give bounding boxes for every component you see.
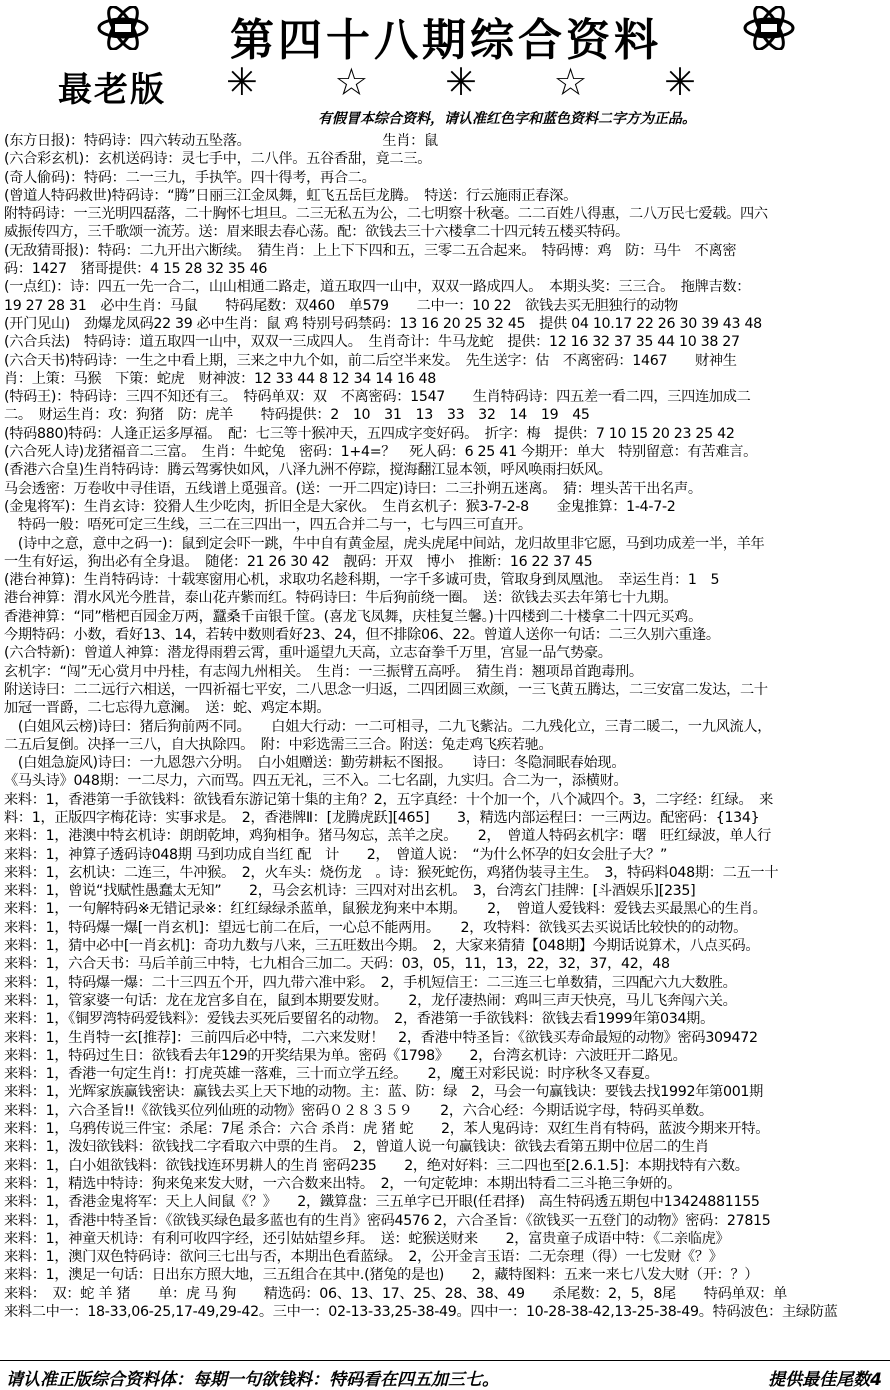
document-body [4, 132, 886, 1358]
text-line: 港台神算：渭水风光今胜昔，泰山花卉紫而红。特码诗曰：牛后狗前绕一圈。 送：欲钱去买去年第七十九期。 [4, 590, 678, 607]
authenticity-notice: 有假冒本综合资料，请认准红色字和蓝色资料二字方为正品。 [318, 111, 696, 127]
text-line: 来料：1，六合圣旨!!《欲钱买位列仙班的动物》密码０２８３５９ 2，六合心经：今期话说字母，特码买单数。 [4, 1102, 713, 1119]
text-line: 威振传四方，三千歌颂一流芳。送：眉来眼去春心荡。配：欲钱去三十六楼拿二十四元转五楼买特码。 [4, 224, 629, 241]
text-line: 来料：1，管家婆一句话：龙在龙宫多自在，鼠到本期要发财。 2，龙仔凄热闹：鸡叫三声天快亮，马儿飞奔闯六关。 [4, 992, 737, 1009]
text-line: 来料：1，香港一句定生肖!：打虎英雄一落难，三十而立学五经。 2，魔王对彩民说：时序秋冬又春夏。 [4, 1066, 659, 1083]
footer [0, 1360, 890, 1389]
outline-star-icon: ☆ [334, 60, 369, 104]
text-line: 来料：1，《铜罗湾特码爱钱料》：爱钱去买死后要留名的动物。 2，香港第一手欲钱料：欲钱去看1999年第034期。 [4, 1011, 714, 1028]
text-line: (白姐急旋风)诗曰：一九恩怨六分明。 白小姐赠送：勤劳耕耘不图报。 诗曰：冬隐洞眠春始现。 [4, 755, 626, 772]
text-line: (六合兵法) 特码诗：道五取四一山中，双双一三成四人。 生肖奇计：牛马龙蛇 提供：12 16 32 37 35 44 10 38 27 [4, 334, 740, 351]
text-line: 来料：1，曾说“找赋性愚蠢太无知” 2，马会玄机诗：三四对对出玄机。 3，台湾玄门挂牌：[斗酒娱乐][235] [4, 883, 696, 900]
text-line: 来料：1，神童天机诗：有利可收四字经，还引姑姑望乡拜。 送：蛇猴送财来 2，富贵童子成语中特：《二亲临虎》 [4, 1230, 730, 1247]
text-line: 来料：1，特码爆一爆[一肖玄机]：望远七前二在后，一心总不能两用。 2，攻特料：欲钱买去买说话比较快的的动物。 [4, 919, 747, 936]
text-line: 二。 财运生肖：攻：狗猪 防：虎羊 特码提供：2 10 31 13 33 32 14 19 45 [4, 407, 590, 424]
text-line: 来料：1，香港中特圣旨：《欲钱买绿色最多蓝也有的生肖》密码4576 2，六合圣旨：《欲钱买一五登门的动物》密码：27815 [4, 1212, 771, 1229]
text-line: 玄机字：“闯”无心赏月中丹桂，有志闯九州相关。 生肖：一三振臂五高呼。 猜生肖：翘项昂首跑毒刑。 [4, 663, 643, 680]
text-line: 特码一般：唔死可定三生线，三二在三四出一，四五合并二与一，七与四三可直开。 [4, 517, 532, 534]
text-line: 来料：1，乌鸦传说三件宝：杀尾：7尾 杀合：六合 杀肖：虎 猪 蛇 2，苯人鬼码诗：双红生肖有特码，蓝波今期来开特。 [4, 1121, 770, 1138]
text-line: (金鬼将军)：生肖玄诗：狡猾人生少吃肉，折旧全是大家伙。 生肖玄机子：猴3-7-2-8 金鬼推算：1-4-7-2 [4, 498, 676, 515]
text-line: (特码880)特码：人逢正运多厚福。 配：七三等十猴冲天，五四成字变好码。 折字：梅 提供：7 10 15 20 23 25 42 [4, 425, 735, 442]
edition-label: 最老版 [58, 70, 166, 110]
text-line: 来料： 双：蛇 羊 猪 单：虎 马 狗 精选码：06、13、17、25、28、38、49 杀尾数：2，5，8尾 特码单双：单 [4, 1285, 788, 1302]
text-line: 来料：1，六合天书：马后羊前三中特，七九相合三加二。天码：03，05，11，13，22，32，37，42，48 [4, 956, 670, 973]
text-line: 二五后复倒。决择一三八，自大执除四。 附：中彩选需三三合。附送：兔走鸡飞疾若驰。 [4, 736, 553, 753]
text-line: 来料：1，光辉家族赢钱密诀：赢钱去买上天下地的动物。主：蓝、防：绿 2，马会一句赢钱诀：要钱去找1992年第001期 [4, 1084, 764, 1101]
atom-logo-icon [96, 6, 150, 50]
text-line: 来料：1，生肖特一玄[推荐]：三前四后必中特，二六来发财！ 2，香港中特圣旨：《欲钱买寿命最短的动物》密码309472 [4, 1029, 758, 1046]
text-line: 肖：上策：马猴 下策：蛇虎 财神波：12 33 44 8 12 34 14 16 48 [4, 370, 437, 387]
outline-star-icon: ☆ [553, 60, 588, 104]
text-line: (奇人偷码)：特码：二一三九，手执竿。四十得考，再合二。 [4, 169, 376, 186]
text-line: 今期特码：小数，看好13、14，若转中数则看好23、24，但不排除06、22。曾道人送你一句话：二三久别六重逢。 [4, 627, 720, 644]
asterisk-star-icon: ✳ [664, 60, 696, 104]
text-line: (无敌猜哥报)：特码：二九开出六断续。 猜生肖：上上下下四和五，三零二五合起来。 特码博：鸡 防：马牛 不离密 [4, 242, 737, 259]
text-line: (六合彩玄机)：玄机送码诗：灵七手中，二八伴。五谷香甜，竟二三。 [4, 151, 432, 168]
text-line: 来料：1，一句解特码※无错记录※：红红绿绿杀蓝单，鼠猴龙狗来中本期。 2， 曾道人爱钱料：爱钱去买最黑心的生肖。 [4, 901, 767, 918]
text-line: 来料：1，港澳中特玄机诗：朗朗乾坤，鸡狗相争。猪马匆忘，羔羊之戾。 2， 曾道人特码玄机字：曙 旺红绿波，单人行 [4, 828, 772, 845]
text-line: 一生有好运，狗出必有全身退。 随佬：21 26 30 42 靓码：开双 博小 推断：16 22 37 45 [4, 553, 593, 570]
text-line: 香港神算：“同”楷杷百园金万两，蠶桑千亩银千筐。(喜龙飞凤舞，庆桂复兰馨。)十四楼到二十楼拿二十四元买鸡。 [4, 608, 702, 625]
text-line: 19 27 28 31 必中生肖：马鼠 特码尾数：双460 单579 二中一：10 22 欲钱去买无胆独行的动物 [4, 297, 678, 314]
text-line: 来料：1，香港金鬼将军：天上人间鼠《？》 2，鐵算盘：三五单字已开眼(任君择) 高生特码透五期包中13424881155 [4, 1194, 760, 1211]
text-line: 来料：1，猜中必中[一肖玄机]：奇功九数与八来，三五旺数出今期。 2，大家来猜猜【048期】今期话说算术，八点买码。 [4, 938, 760, 955]
text-line: 来料：1，精选中特诗：狗来兔来发大财，一六合数来出特。 2，一句定乾坤：本期出特看二三斗艳三争妍的。 [4, 1175, 681, 1192]
text-line: 来料二中一：18-33,06-25,17-49,29-42。三中一：02-13-33,25-38-49。四中一：10-28-38-42,13-25-38-49。特码波色：主绿防蓝 [4, 1304, 838, 1320]
text-line: 码：1427 猪哥提供：4 15 28 32 35 46 [4, 261, 268, 278]
text-line: (一点红)：诗：四五一先一合二，山山相通二路走，道五取四一山中，双双一路成四人。 本期头奖：三三合。 拖牌吉数： [4, 279, 751, 296]
text-line: (香港六合皇)生肖特码诗：腾云驾雾快如风，八泽九洲不停踪，搅海翻江显本领，呼风唤雨扫妖风。 [4, 462, 612, 479]
text-line: (曾道人特码救世)特码诗：“腾”日丽三江金凤舞，虹飞五岳巨龙腾。 特送：行云施雨正春深。 [4, 187, 577, 204]
text-line: (港台神算)：生肖特码诗：十载寒窗用心机，求取功名趁科期，一字千多诚可贵，管取身到凤凰池。 幸运生肖：1 5 [4, 572, 720, 589]
text-line: 来料：1，澳足一句话：日出东方照大地，三五组合在其中.(猪兔的是也) 2，藏特图料：五来一来七八发大财（开：？） [4, 1267, 759, 1284]
page-title: 第四十八期综合资料 [230, 15, 662, 66]
text-line: 来料：1，玄机诀：二连三，牛冲猴。 2，火车头：烧伤龙 。诗：猴死蛇伤，鸡猪伪装寻主生。 3，特码料048期：二五一十 [4, 864, 779, 881]
text-line: (特码王)：特码诗：三四不知还有三。 特码单双：双 不离密码：1547 生肖特码诗：四五差一看二四，三四连加成二 [4, 389, 751, 406]
text-line: 来料：1，白小姐欲钱料：欲钱找连环男耕人的生肖 密码235 2，绝对好料：三二四也至[2.6.1.5]：本期找特有六数。 [4, 1157, 749, 1174]
footer-best-tail-number: 提供最佳尾数4 [768, 1370, 882, 1390]
text-line: 《马头诗》048期：一二尽力，六而骂。四五无礼，三不入。二七名副，九实归。合二为一，添横财。 [4, 773, 628, 790]
text-line: (六合特新)：曾道人神算：潜龙得雨碧云霄，重叶遥望九天高，立志奋拳千万里，宫显一品气势豪。 [4, 645, 612, 662]
text-line: (白姐风云榜)诗曰：猪后狗前两不同。 白姐大行动：一二可相寻，二九飞紫沾。二九残化立，三青二暖二，一九风流人， [4, 718, 772, 735]
header [0, 0, 890, 130]
text-line: 来料：1，特码过生日：欲钱看去年129的开奖结果为单。密码《1798》 2，台湾玄机诗：六波旺开二路见。 [4, 1047, 687, 1064]
text-line: (六合天书)特码诗：一生之中看上期，三来之中九个如，前二后空半来发。 先生送字：估 不离密码：1467 财神生 [4, 352, 737, 369]
asterisk-star-icon: ✳ [445, 60, 477, 104]
text-line: 料：1，正版四字梅花诗：实事求是。 2，香港牌Ⅱ：[龙腾虎跃][465] 3，精选内部运程曰：一三两边。配密码：{134} [4, 809, 760, 826]
text-line: 附特码诗：一三光明四磊落，二十胸怀七坦旦。二三无私五为公，二七明察十秋毫。二二百姓八得惠，二八万民七爱载。四六 [4, 206, 768, 223]
text-line: 来料：1，香港第一手欲钱料：欲钱看东游记第十集的主角？2，五字真经：十个加一个，八个减四个。3，二字经：红绿。 来 [4, 791, 774, 808]
text-line: 来料：1，神算子透码诗048期 马到功成自当红 配 计 2， 曾道人说： “为什么怀孕的妇女会肚子大？” [4, 846, 668, 863]
footer-slogan: 请认准正版综合资料体：每期一句欲钱料：特码看在四五加三七。 [6, 1370, 499, 1390]
asterisk-star-icon: ✳ [226, 60, 258, 104]
text-line: (开门见山) 劲爆龙凤码22 39 必中生肖：鼠 鸡 特别号码禁码：13 16 20 25 32 45 提供 04 10.17 22 26 30 39 43 48 [4, 315, 762, 332]
text-line: (东方日报)：特码诗：四六转动五坠落。 生肖：鼠 [4, 133, 438, 149]
text-line: 马会透密：万卷收中寻佳语，五线谱上觅强音。(送：一开二四定)诗曰：二三扑朔五迷离。 猜：埋头苦干出名声。 [4, 480, 702, 497]
star-decoration-row [226, 60, 696, 104]
text-line: 来料：1，澳门双色特码诗：欲问三七出与否，本期出色看蓝绿。 2，公开金言玉语：二无奈理（得）一七发财《？》 [4, 1249, 723, 1266]
text-line: (六合死人诗)龙猪福音二三富。 生肖：牛蛇兔 密码：1+4=？ 死人码：6 25 41 今期开：单大 特别留意：有苦难言。 [4, 444, 757, 461]
atom-logo-icon [742, 6, 796, 50]
text-line: 来料：1，泼妇欲钱料：欲钱找二字看取六中票的生肖。 2，曾道人说一句赢钱诀：欲钱去看第五期中位居二的生肖 [4, 1139, 709, 1156]
text-line: 附送诗曰：二二远行六相送，一四祈福七平安，二八思念一归返，二四团圆三欢颜，一三飞黄五腾达，二三安富二发达，二十 [4, 681, 768, 698]
text-line: 来料：1，特码爆一爆：二十三四五个开，四九带六准中彩。 2，手机短信王：二三连三七单数猜，三四配六九大数胜。 [4, 974, 737, 991]
text-line: (诗中之意，意中之码一)：鼠到定会吓一跳，牛中自有黄金屋，虎头虎尾中间站，龙归故里非它愿，马到功成差一半，羊年 [4, 535, 765, 552]
text-line: 加冠一晋爵，二七忘得九意澜。 送：蛇、鸡定本期。 [4, 700, 331, 717]
